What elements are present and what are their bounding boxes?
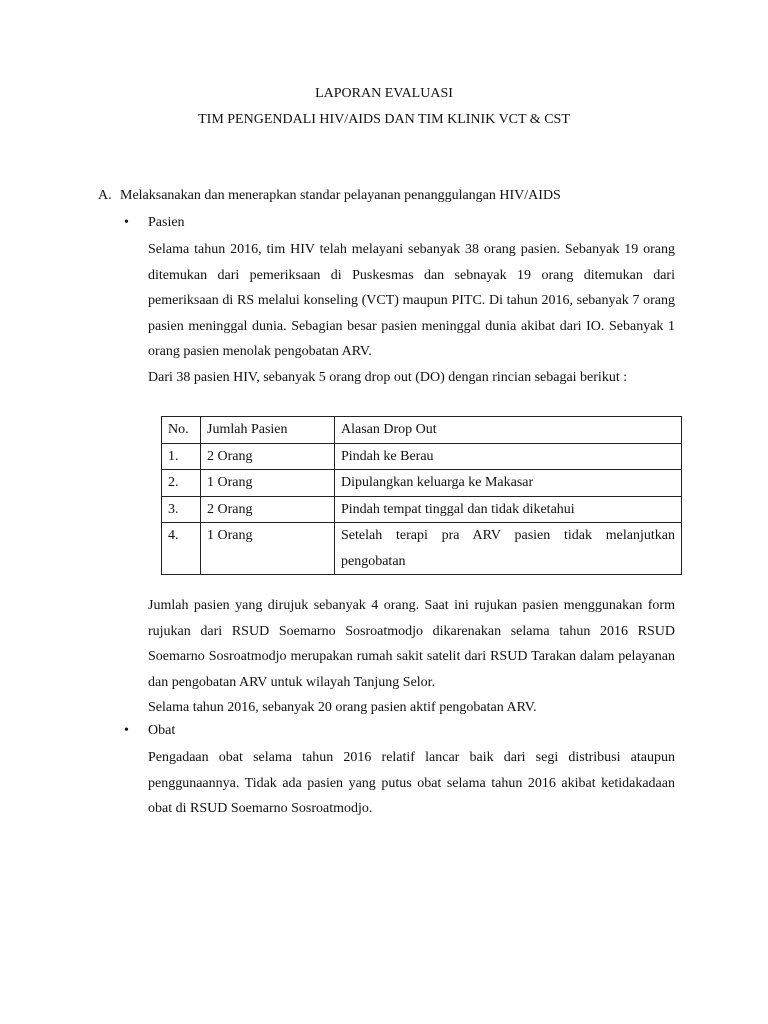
drop-out-table bbox=[161, 416, 682, 575]
rujukan-paragraphs bbox=[148, 593, 675, 721]
paragraph: Pengadaan obat selama tahun 2016 relatif lancar baik dari segi distribusi ataupun penggunaannya. Tidak ada pasien yang putus obat selama tahun 2016 akibat ketidakadaan obat di RSUD Soemarno Sosroatmodjo. bbox=[148, 750, 675, 816]
table-header-row bbox=[162, 417, 682, 444]
table-row bbox=[162, 443, 682, 470]
obat-paragraphs bbox=[148, 745, 675, 822]
table-cell: Setelah terapi pra ARV pasien tidak melanjutkan pengobatan bbox=[335, 523, 682, 575]
section-marker: A. bbox=[98, 188, 112, 203]
table-cell: 3. bbox=[162, 496, 201, 523]
paragraph: Dari 38 pasien HIV, sebanyak 5 orang drop out (DO) dengan rincian sebagai berikut : bbox=[148, 369, 628, 385]
pasien-paragraphs bbox=[148, 237, 675, 390]
section-a-heading bbox=[98, 188, 561, 204]
table-row bbox=[162, 496, 682, 523]
table-cell: Pindah ke Berau bbox=[335, 443, 682, 470]
table-cell: Dipulangkan keluarga ke Makasar bbox=[335, 470, 682, 497]
bullet-pasien bbox=[124, 215, 185, 231]
report-title: LAPORAN EVALUASI bbox=[315, 86, 453, 101]
section-heading-text: Melaksanakan dan menerapkan standar pelayanan penanggulangan HIV/AIDS bbox=[120, 188, 561, 203]
bullet-dot-icon: • bbox=[124, 723, 129, 738]
table-cell: 1 Orang bbox=[201, 523, 335, 575]
table-cell: 1. bbox=[162, 443, 201, 470]
bullet-dot-icon: • bbox=[124, 215, 129, 230]
table-header-cell: Alasan Drop Out bbox=[335, 417, 682, 444]
table-header-cell: Jumlah Pasien bbox=[201, 417, 335, 444]
table-cell: 2 Orang bbox=[201, 443, 335, 470]
table-header-cell: No. bbox=[162, 417, 201, 444]
table-cell: Pindah tempat tinggal dan tidak diketahui bbox=[335, 496, 682, 523]
table-row bbox=[162, 523, 682, 575]
bullet-label: Pasien bbox=[148, 215, 185, 230]
table-cell: 2. bbox=[162, 470, 201, 497]
table-cell: 2 Orang bbox=[201, 496, 335, 523]
paragraph: Selama tahun 2016, sebanyak 20 orang pasien aktif pengobatan ARV. bbox=[148, 700, 537, 715]
table-cell: 1 Orang bbox=[201, 470, 335, 497]
report-subtitle: TIM PENGENDALI HIV/AIDS DAN TIM KLINIK VCT & CST bbox=[198, 112, 570, 127]
table-cell: 4. bbox=[162, 523, 201, 575]
table-row bbox=[162, 470, 682, 497]
bullet-obat bbox=[124, 723, 175, 739]
paragraph: Jumlah pasien yang dirujuk sebanyak 4 orang. Saat ini rujukan pasien menggunakan form rujukan dari RSUD Soemarno Sosroatmodjo dikarenakan selama tahun 2016 RSUD Soemarno Sosroatmodjo merupakan rumah sakit satelit dari RSUD Tarakan dalam pelayanan dan pengobatan ARV untuk wilayah Tanjung Selor. bbox=[148, 598, 675, 690]
bullet-label: Obat bbox=[148, 723, 176, 738]
paragraph: Selama tahun 2016, tim HIV telah melayani sebanyak 38 orang pasien. Sebanyak 19 orang ditemukan dari pemeriksaan di Puskesmas dan sebnayak 19 orang ditemukan dari pemeriksaan di RS melalui konseling (VCT) maupun PITC. Di tahun 2016, sebanyak 7 orang pasien meninggal dunia. Sebagian besar pasien meninggal dunia akibat dari IO. Sebanyak 1 orang pasien menolak pengobatan ARV. bbox=[148, 242, 675, 359]
